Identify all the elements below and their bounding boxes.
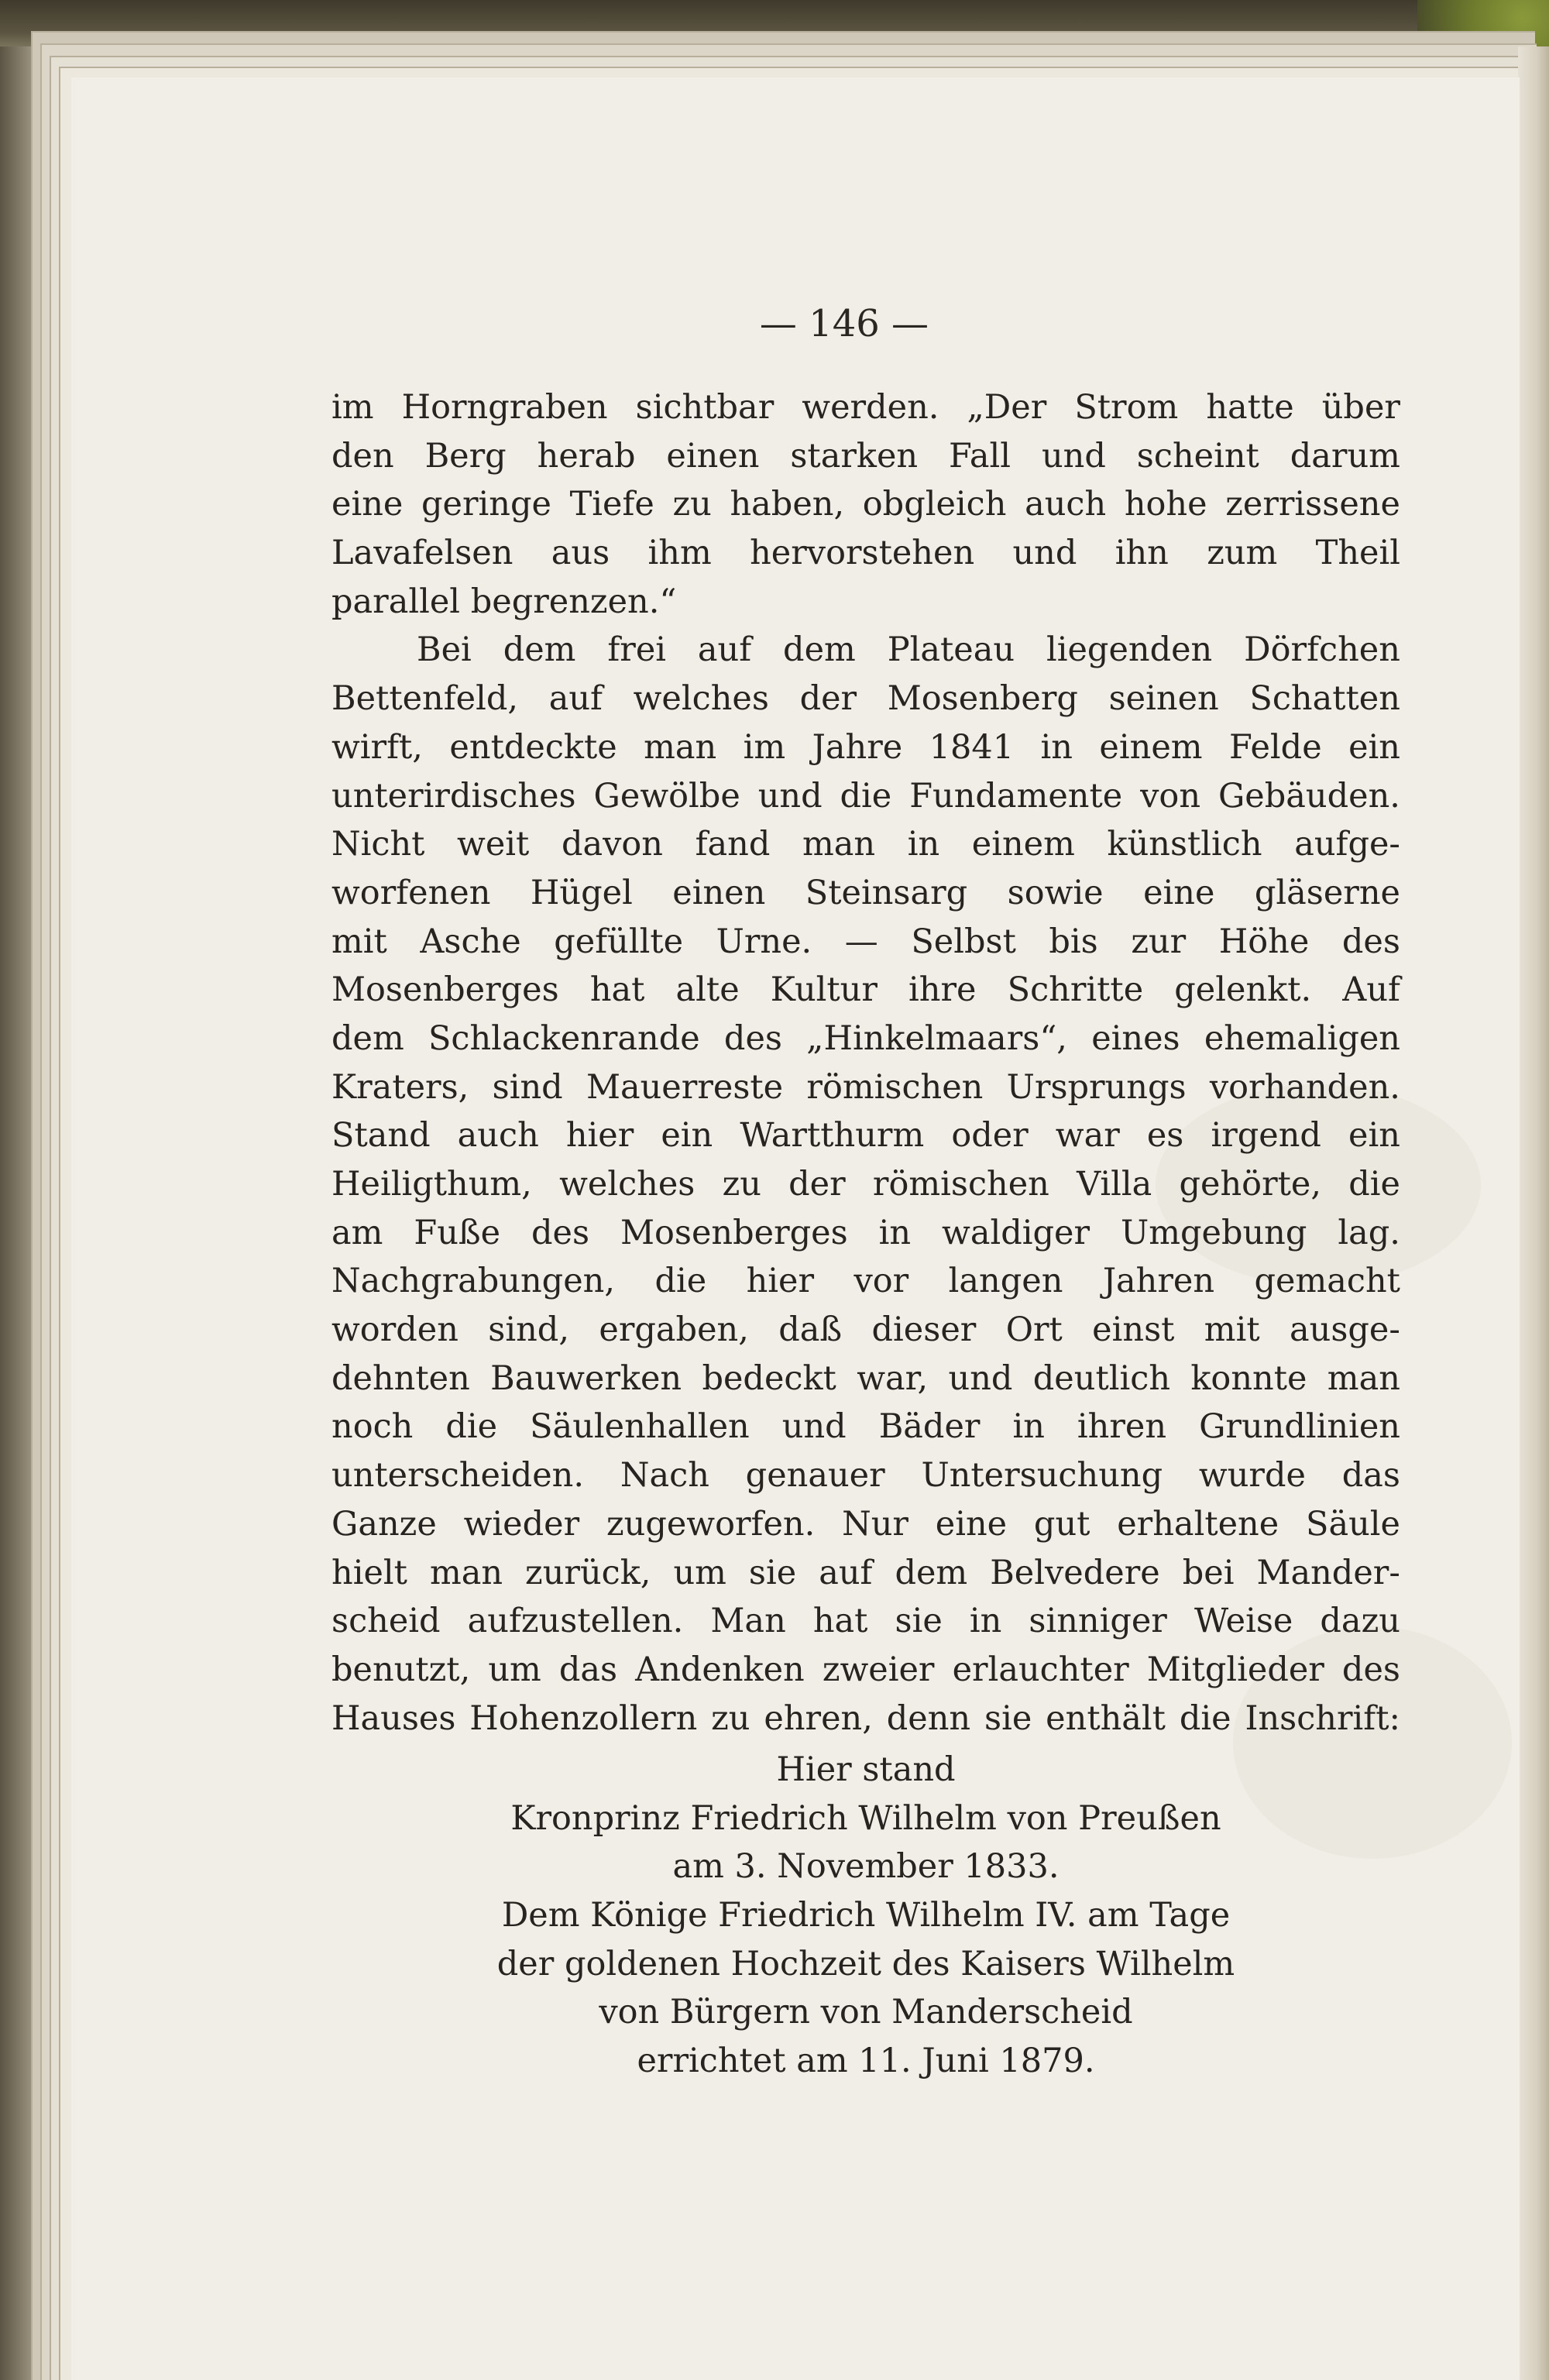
word: zu	[672, 485, 712, 524]
word: des	[723, 1018, 782, 1058]
word: und	[1012, 534, 1077, 573]
word: um	[673, 1553, 726, 1592]
word: aufzustellen.	[467, 1602, 684, 1641]
word: Urne.	[716, 922, 812, 961]
word: Nach	[620, 1456, 709, 1496]
word: Weise	[1194, 1602, 1293, 1641]
word: auch	[1025, 485, 1107, 524]
word: fand	[695, 825, 771, 864]
text-line	[331, 1646, 1400, 1695]
word: gemacht	[1254, 1262, 1400, 1301]
word: scheint	[1136, 436, 1259, 476]
word: es	[1146, 1116, 1184, 1156]
word: die	[1348, 1165, 1400, 1204]
word: seinen	[1108, 679, 1219, 719]
word: erhaltene	[1117, 1504, 1279, 1544]
word: ihren	[1077, 1407, 1167, 1447]
word: Lavafelsen	[331, 534, 513, 573]
word: das	[1341, 1456, 1400, 1496]
text-line	[331, 723, 1400, 772]
word: und	[948, 1358, 1013, 1398]
word: zerrissene	[1225, 485, 1400, 524]
word: eines	[1091, 1018, 1180, 1058]
word: liegenden	[1046, 630, 1213, 670]
word: zweier	[822, 1650, 935, 1689]
word: Selbst	[911, 922, 1016, 961]
word: in	[969, 1602, 1002, 1641]
word: gläserne	[1254, 873, 1400, 912]
word: Jahren	[1102, 1262, 1215, 1301]
word: Grundlinien	[1199, 1407, 1400, 1447]
word: Mauerreste	[586, 1067, 784, 1107]
word: einen	[672, 873, 766, 912]
word: Ursprungs	[1006, 1067, 1187, 1107]
word: dem	[503, 630, 576, 670]
word: Berg	[424, 436, 507, 476]
word: Wartthurm	[740, 1116, 925, 1156]
word: hat	[812, 1602, 868, 1641]
word: waldiger	[942, 1213, 1090, 1252]
word: zu	[722, 1165, 761, 1204]
word: Bettenfeld,	[331, 679, 519, 719]
inscription-line: von Bürgern von Manderscheid	[599, 1993, 1133, 2032]
word: werden.	[802, 388, 939, 427]
word: zum	[1207, 534, 1278, 573]
word: zurück,	[525, 1553, 651, 1592]
word: sinniger	[1029, 1602, 1167, 1641]
word: dehnten	[331, 1358, 470, 1398]
word: Mosenberg	[887, 679, 1078, 719]
word: des	[531, 1213, 590, 1252]
word: Felde	[1228, 727, 1322, 767]
word: noch	[331, 1407, 414, 1447]
word: deutlich	[1032, 1358, 1171, 1398]
word: gehörte,	[1179, 1165, 1322, 1204]
word: welches	[559, 1165, 696, 1204]
word: in	[1040, 727, 1073, 767]
word: gelenkt.	[1174, 970, 1312, 1010]
word: Gewölbe	[593, 776, 740, 816]
word: welches	[633, 679, 769, 719]
text-line	[331, 918, 1400, 967]
word: ergaben,	[599, 1310, 749, 1350]
word: „Hinkelmaars“,	[806, 1018, 1067, 1058]
word: ehren,	[764, 1698, 873, 1738]
text-line	[331, 1355, 1400, 1403]
word: in	[878, 1213, 912, 1252]
word: Horngraben	[401, 388, 608, 427]
text-line	[331, 1160, 1400, 1209]
word: ehemaligen	[1204, 1018, 1400, 1058]
word: sind,	[488, 1310, 570, 1350]
word: gut	[1033, 1504, 1090, 1544]
word: römischen	[872, 1165, 1049, 1204]
word: Ganze	[331, 1504, 437, 1544]
word: die	[445, 1407, 498, 1447]
word: Auf	[1342, 970, 1400, 1010]
word: davon	[561, 825, 663, 864]
word: in	[1012, 1407, 1045, 1447]
word: Hügel	[530, 873, 633, 912]
word: Plateau	[887, 630, 1015, 670]
text-line	[331, 869, 1400, 918]
word: vorhanden.	[1209, 1067, 1400, 1107]
word: Nur	[842, 1504, 908, 1544]
word: Säulenhallen	[530, 1407, 750, 1447]
word: unterirdisches	[331, 776, 576, 816]
word: Bäder	[878, 1407, 981, 1447]
word: Mander-	[1256, 1553, 1400, 1592]
text-line	[331, 626, 1400, 675]
word: Mosenberges	[331, 970, 559, 1010]
word: Dörfchen	[1244, 630, 1400, 670]
word: ihn	[1115, 534, 1169, 573]
word: Nicht	[331, 825, 425, 864]
word: bei	[1182, 1553, 1235, 1592]
word: benutzt,	[331, 1650, 471, 1689]
word: man	[429, 1553, 503, 1592]
word: bis	[1049, 922, 1098, 961]
word: herab	[537, 436, 636, 476]
word: der	[799, 679, 857, 719]
word: des	[1341, 922, 1400, 961]
text-line	[331, 772, 1400, 821]
text-line: parallel begrenzen.“	[331, 582, 677, 621]
word: Strom	[1074, 388, 1179, 427]
word: Villa	[1077, 1165, 1152, 1204]
word: Gebäuden.	[1218, 776, 1400, 816]
word: alte	[675, 970, 740, 1010]
word: worfenen	[331, 873, 491, 912]
word: starken	[790, 436, 919, 476]
word: frei	[607, 630, 667, 670]
word: auch	[457, 1116, 539, 1156]
word: über	[1321, 388, 1400, 427]
text-line	[331, 480, 1400, 529]
word: Jahre	[812, 727, 903, 767]
word: ihre	[908, 970, 977, 1010]
word: einst	[1092, 1310, 1175, 1350]
word: vor	[853, 1262, 909, 1301]
word: —	[844, 922, 878, 961]
word: Umgebung	[1120, 1213, 1307, 1252]
text-line	[331, 529, 1400, 578]
word: enthält	[1046, 1698, 1166, 1738]
word: aus	[551, 534, 610, 573]
word: denn	[886, 1698, 971, 1738]
word: Schatten	[1249, 679, 1400, 719]
word: Schlackenrande	[428, 1018, 700, 1058]
word: aufge-	[1294, 825, 1400, 864]
text-line	[331, 820, 1400, 869]
word: auf	[548, 679, 603, 719]
word: Tiefe	[569, 485, 654, 524]
word: einem	[971, 825, 1075, 864]
word: auf	[819, 1553, 873, 1592]
word: einen	[666, 436, 760, 476]
word: zu	[711, 1698, 750, 1738]
word: und	[781, 1407, 847, 1447]
word: ausge-	[1289, 1310, 1400, 1350]
word: bedeckt	[702, 1358, 836, 1398]
text-line	[331, 383, 1400, 432]
body-text	[331, 383, 1400, 1743]
word: Bei	[417, 630, 472, 670]
inscription-line: Kronprinz Friedrich Wilhelm von Preußen	[510, 1798, 1221, 1838]
text-line	[331, 1257, 1400, 1306]
word: hohe	[1124, 485, 1207, 524]
word: daß	[778, 1310, 843, 1350]
gutter-shadow	[1518, 46, 1549, 2380]
word: und	[1041, 436, 1106, 476]
word: Belvedere	[990, 1553, 1160, 1592]
word: sind	[492, 1067, 563, 1107]
text-line	[331, 1403, 1400, 1451]
word: gefüllte	[554, 922, 684, 961]
word: oder	[951, 1116, 1029, 1156]
text-line	[331, 675, 1400, 723]
text-line	[331, 1500, 1400, 1549]
text-line	[331, 432, 1400, 481]
word: Fundamente	[909, 776, 1123, 816]
word: dem	[895, 1553, 968, 1592]
word: dem	[331, 1018, 404, 1058]
word: dem	[783, 630, 856, 670]
inscription-line: am 3. November 1833.	[672, 1847, 1060, 1887]
word: eine	[935, 1504, 1008, 1544]
text-line	[331, 1695, 1400, 1743]
word: auf	[697, 630, 752, 670]
word: war	[1055, 1116, 1120, 1156]
word: sie	[895, 1602, 943, 1641]
word: Ort	[1005, 1310, 1063, 1350]
word: „Der	[967, 388, 1047, 427]
word: obgleich	[862, 485, 1007, 524]
word: mit	[331, 922, 387, 961]
text-line	[331, 1111, 1400, 1160]
word: sie	[984, 1698, 1032, 1738]
word: geringe	[421, 485, 551, 524]
word: ein	[661, 1116, 713, 1156]
text-line	[331, 1451, 1400, 1500]
word: die	[654, 1262, 707, 1301]
word: Hohenzollern	[469, 1698, 698, 1738]
word: haben,	[730, 485, 845, 524]
word: am	[331, 1213, 383, 1252]
inscription-line: Dem Könige Friedrich Wilhelm IV. am Tage	[501, 1896, 1231, 1935]
word: zur	[1131, 922, 1187, 961]
word: hatte	[1206, 388, 1294, 427]
word: man	[802, 825, 876, 864]
word: genauer	[745, 1456, 885, 1496]
word: wurde	[1198, 1456, 1306, 1496]
word: sowie	[1007, 873, 1104, 912]
word: war,	[857, 1358, 929, 1398]
word: lag.	[1338, 1213, 1400, 1252]
word: Inschrift:	[1245, 1698, 1400, 1738]
word: hier	[746, 1262, 815, 1301]
word: Heiligthum,	[331, 1165, 532, 1204]
word: einem	[1099, 727, 1203, 767]
word: die	[840, 776, 892, 816]
word: in	[907, 825, 940, 864]
word: Untersuchung	[921, 1456, 1163, 1496]
word: zugeworfen.	[606, 1504, 816, 1544]
word: hervorstehen	[750, 534, 975, 573]
word: dazu	[1320, 1602, 1400, 1641]
inscription-block	[331, 1746, 1400, 2086]
word: sie	[748, 1553, 797, 1592]
word: künstlich	[1107, 825, 1262, 864]
word: Stand	[331, 1116, 431, 1156]
word: 1841	[929, 727, 1015, 767]
word: weit	[457, 825, 530, 864]
word: Mosenberges	[620, 1213, 848, 1252]
word: man	[1327, 1358, 1400, 1398]
word: worden	[331, 1310, 459, 1350]
word: im	[743, 727, 786, 767]
word: man	[644, 727, 717, 767]
text-line	[331, 966, 1400, 1015]
word: Asche	[420, 922, 521, 961]
word: im	[331, 388, 374, 427]
word: wirft,	[331, 727, 423, 767]
word: eine	[1143, 873, 1215, 912]
word: Bauwerken	[490, 1358, 682, 1398]
word: wieder	[463, 1504, 580, 1544]
text-line	[331, 1015, 1400, 1063]
inscription-line: Hier stand	[776, 1750, 956, 1789]
text-line	[331, 1306, 1400, 1355]
word: von	[1140, 776, 1201, 816]
word: Schritte	[1007, 970, 1144, 1010]
word: den	[331, 436, 394, 476]
text-line	[331, 1549, 1400, 1598]
word: Säule	[1306, 1504, 1400, 1544]
word: um	[488, 1650, 541, 1689]
word: unterscheiden.	[331, 1456, 585, 1496]
word: entdeckte	[449, 727, 617, 767]
text-line	[331, 1063, 1400, 1112]
inscription-line: der goldenen Hochzeit des Kaisers Wilhelm	[496, 1944, 1235, 1983]
text-line	[331, 1597, 1400, 1646]
word: hielt	[331, 1553, 407, 1592]
word: des	[1341, 1650, 1400, 1689]
word: darum	[1290, 436, 1400, 476]
word: ein	[1348, 727, 1400, 767]
word: die	[1179, 1698, 1231, 1738]
word: mit	[1204, 1310, 1260, 1350]
word: sichtbar	[635, 388, 774, 427]
word: ihm	[647, 534, 712, 573]
word: Nachgrabungen,	[331, 1262, 616, 1301]
word: langen	[948, 1262, 1063, 1301]
word: und	[757, 776, 823, 816]
word: Steinsarg	[805, 873, 968, 912]
word: ein	[1348, 1116, 1400, 1156]
word: Man	[710, 1602, 786, 1641]
page-number: — 146 —	[759, 302, 929, 345]
word: Theil	[1315, 534, 1400, 573]
word: das	[558, 1650, 618, 1689]
word: Fall	[949, 436, 1011, 476]
word: Fuße	[414, 1213, 501, 1252]
word: Höhe	[1218, 922, 1310, 961]
word: römischen	[806, 1067, 984, 1107]
word: Hauses	[331, 1698, 456, 1738]
text-line	[331, 1209, 1400, 1258]
word: Andenken	[635, 1650, 805, 1689]
word: Mitglieder	[1146, 1650, 1324, 1689]
word: Kultur	[770, 970, 878, 1010]
word: erlauchter	[952, 1650, 1129, 1689]
word: hier	[565, 1116, 634, 1156]
word: konnte	[1190, 1358, 1307, 1398]
word: dieser	[871, 1310, 977, 1350]
word: hat	[589, 970, 645, 1010]
word: Kraters,	[331, 1067, 469, 1107]
inscription-line: errichtet am 11. Juni 1879.	[637, 2042, 1095, 2081]
word: der	[788, 1165, 846, 1204]
word: scheid	[331, 1602, 441, 1641]
word: irgend	[1211, 1116, 1321, 1156]
word: eine	[331, 485, 404, 524]
